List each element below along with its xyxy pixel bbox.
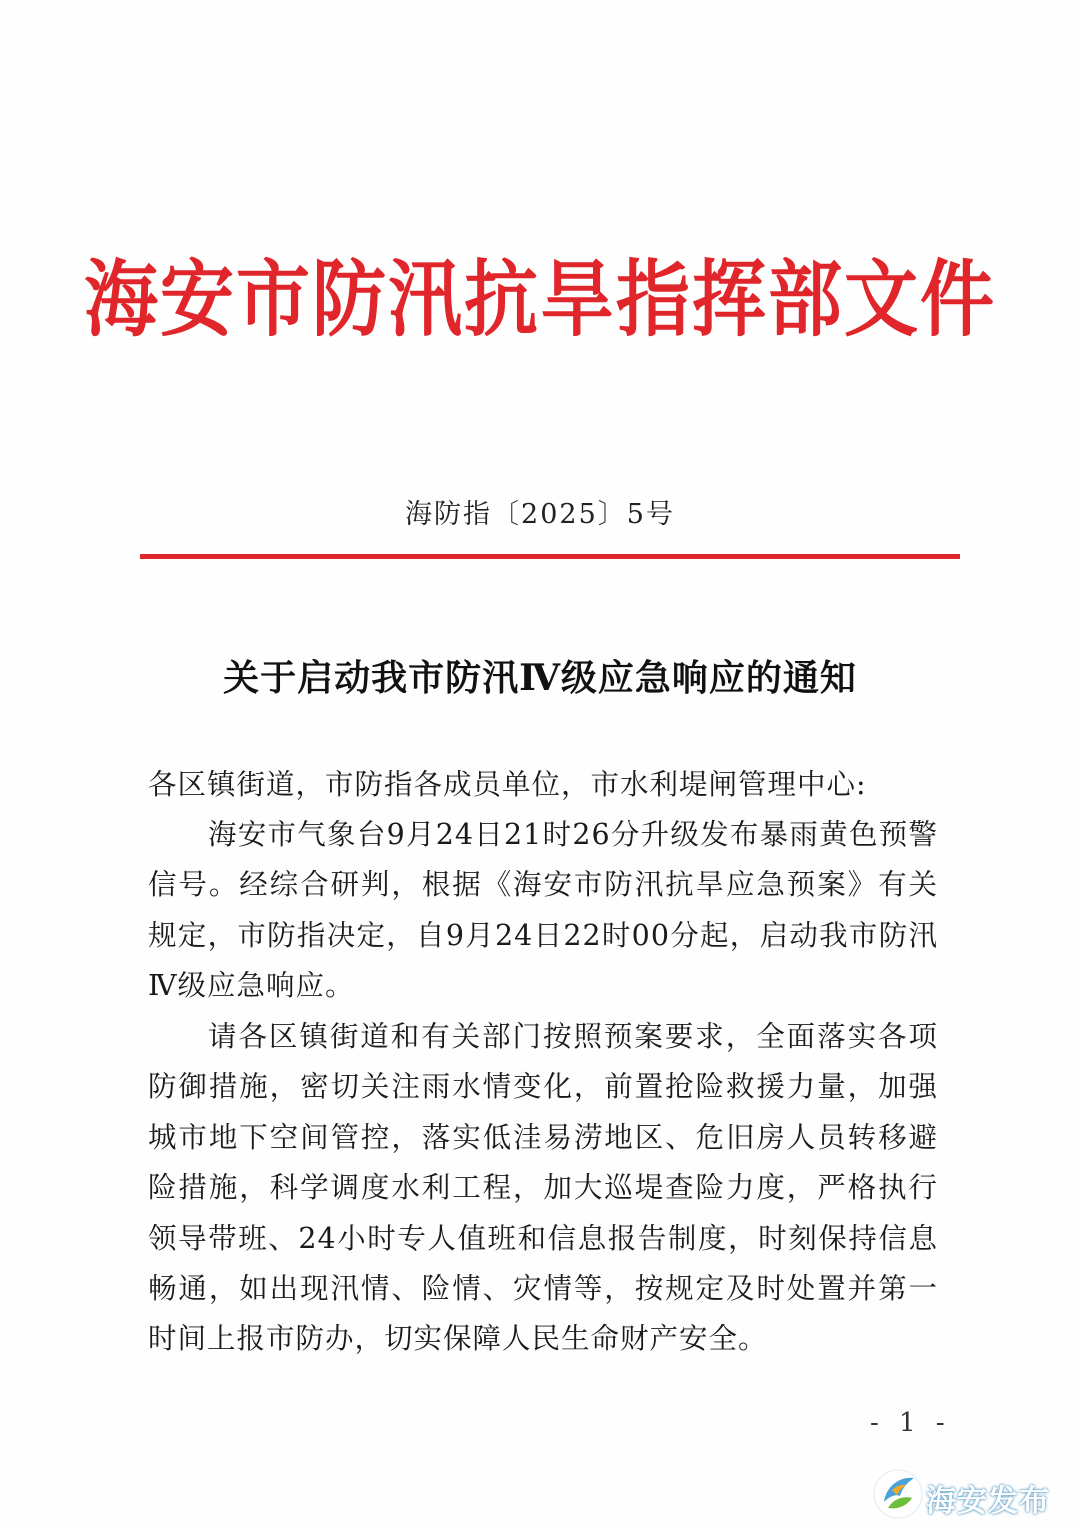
leaf-logo-icon xyxy=(872,1468,924,1520)
paragraph-2: 请各区镇街道和有关部门按照预案要求，全面落实各项防御措施，密切关注雨水情变化，前置抢险救援力量，加强城市地下空间管控，落实低洼易涝地区、危旧房人员转移避险措施，科学调度水利工程，加大巡堤查险力度，严格执行领导带班、24小时专人值班和信息报告制度，时刻保持信息畅通，如出现汛情、险情、灾情等，按规定及时处置并第一时间上报市防办，切实保障人民生命财产安全。 xyxy=(148,1020,938,1356)
watermark-text: 海安发布 xyxy=(926,1484,1050,1519)
document-masthead: 海安市防汛抗旱指挥部文件 xyxy=(84,251,996,349)
page-number: - 1 - xyxy=(870,1408,951,1438)
document-number: 海防指〔2025〕5号 xyxy=(405,499,675,530)
salutation: 各区镇街道，市防指各成员单位，市水利堤闸管理中心: xyxy=(148,768,867,801)
paragraph-1: 海安市气象台9月24日21时26分升级发布暴雨黄色预警信号。经综合研判，根据《海安市防汛抗旱应急预案》有关规定，市防指决定，自9月24日22时00分起，启动我市防汛Ⅳ级应急响应。 xyxy=(148,818,938,1003)
document-title: 关于启动我市防汛Ⅳ级应急响应的通知 xyxy=(223,657,857,699)
red-divider-line xyxy=(140,554,960,559)
watermark xyxy=(872,1468,1072,1520)
